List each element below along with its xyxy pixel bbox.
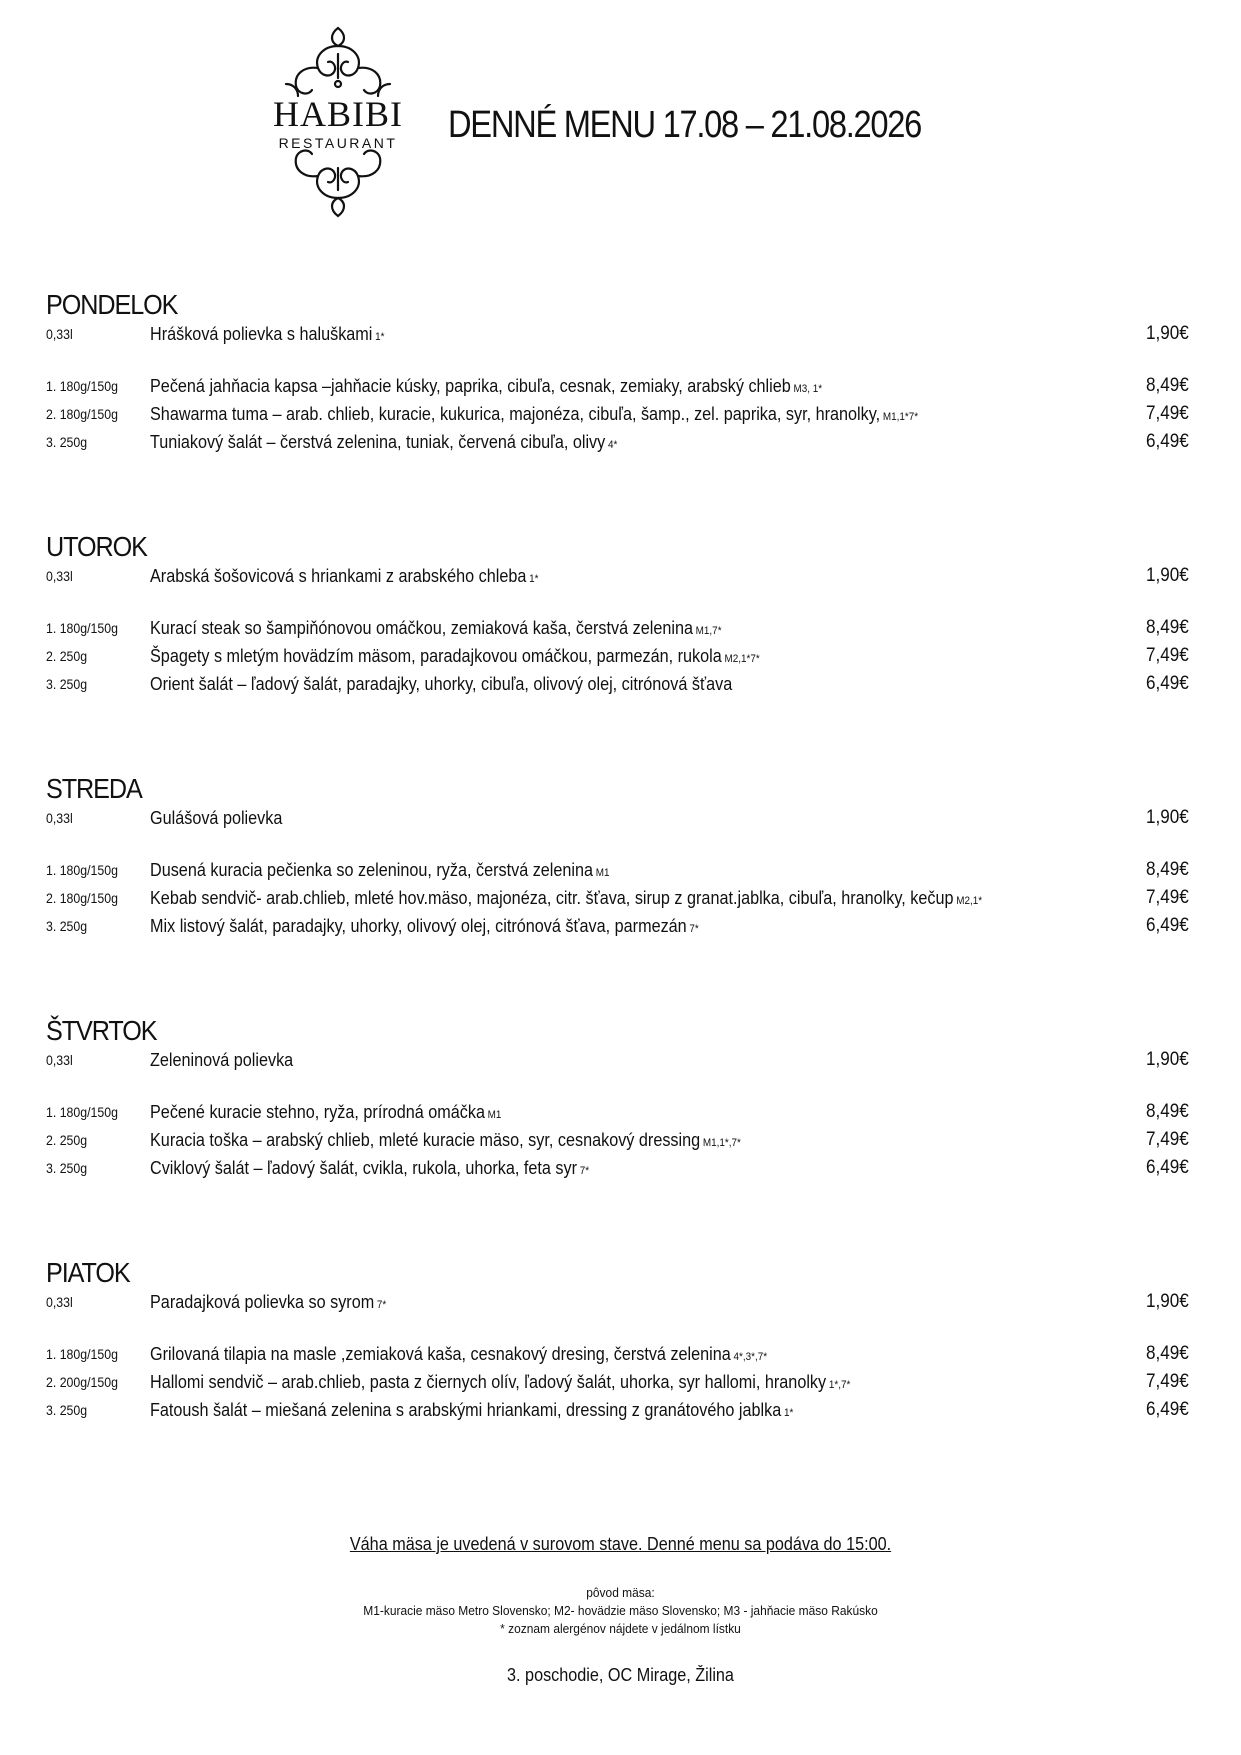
item-price: 6,49€ bbox=[1146, 431, 1189, 452]
meat-origin bbox=[50, 1584, 1192, 1638]
item-name-wrap bbox=[150, 1098, 501, 1129]
item-quantity: 3. 250g bbox=[46, 918, 88, 934]
item-price: 7,49€ bbox=[1146, 887, 1189, 908]
item-name: Paradajková polievka so syrom bbox=[150, 1292, 375, 1312]
item-name-wrap bbox=[150, 1288, 386, 1319]
menu-headline: DENNÉ MENU 17.08 – 21.08.2026 bbox=[448, 104, 922, 146]
item-name: Mix listový šalát, paradajky, uhorky, olivový olej, citrónová šťava, parmezán bbox=[150, 916, 687, 936]
menu-item-row bbox=[46, 642, 1196, 670]
item-name: Orient šalát – ľadový šalát, paradajky, uhorky, cibuľa, olivový olej, citrónová šťava bbox=[150, 674, 733, 694]
item-name: Arabská šošovicová s hriankami z arabského chleba bbox=[150, 566, 527, 586]
item-price: 8,49€ bbox=[1146, 859, 1189, 880]
item-name: Zeleninová polievka bbox=[150, 1050, 294, 1070]
item-allergens: M2,1* bbox=[956, 895, 983, 907]
day-section bbox=[46, 1014, 1196, 1182]
menu-note: Váha mäsa je uvedená v surovom stave. Denné menu sa podáva do 15:00. bbox=[349, 1534, 892, 1554]
item-name-wrap bbox=[150, 1046, 296, 1077]
item-allergens: 1* bbox=[529, 573, 539, 585]
item-allergens: 1* bbox=[375, 331, 385, 343]
item-quantity: 0,33l bbox=[46, 568, 73, 584]
item-name-wrap bbox=[150, 372, 822, 403]
day-heading: STREDA bbox=[46, 773, 142, 804]
item-quantity: 0,33l bbox=[46, 326, 73, 342]
item-name: Kebab sendvič- arab.chlieb, mleté hov.mäso, majonéza, citr. šťava, sirup z granat.jablka, cibuľa, hranolky, kečup bbox=[150, 888, 954, 908]
item-name: Tuniakový šalát – čerstvá zelenina, tuniak, červená cibuľa, olivy bbox=[150, 432, 606, 452]
item-price: 6,49€ bbox=[1146, 1157, 1189, 1178]
menu-item-row bbox=[46, 1340, 1196, 1368]
soup-row bbox=[46, 1046, 1196, 1074]
item-allergens: M3, 1* bbox=[793, 383, 823, 395]
item-allergens: M1 bbox=[487, 1109, 502, 1121]
item-price: 7,49€ bbox=[1146, 1371, 1189, 1392]
origin-title: pôvod mäsa: bbox=[586, 1585, 655, 1600]
item-name-wrap bbox=[150, 1340, 767, 1371]
menu-item-row bbox=[46, 614, 1196, 642]
item-name-wrap bbox=[150, 1126, 741, 1157]
item-quantity: 0,33l bbox=[46, 1052, 73, 1068]
item-name-wrap bbox=[150, 400, 918, 431]
item-name-wrap bbox=[150, 884, 982, 915]
menu-item-row bbox=[46, 912, 1196, 940]
item-quantity: 0,33l bbox=[46, 1294, 73, 1310]
item-quantity: 3. 250g bbox=[46, 676, 88, 692]
item-name: Gulášová polievka bbox=[150, 808, 283, 828]
menu-item-row bbox=[46, 372, 1196, 400]
item-name: Dusená kuracia pečienka so zeleninou, ryža, čerstvá zelenina bbox=[150, 860, 594, 880]
logo-brand: HABIBI bbox=[273, 94, 403, 134]
item-name-wrap bbox=[150, 614, 722, 645]
item-quantity: 3. 250g bbox=[46, 434, 88, 450]
item-name-wrap bbox=[150, 804, 285, 835]
item-allergens: M2,1*7* bbox=[724, 653, 760, 665]
day-section bbox=[46, 288, 1196, 456]
item-quantity: 2. 250g bbox=[46, 648, 88, 664]
item-name-wrap bbox=[150, 670, 735, 701]
item-name-wrap bbox=[150, 856, 610, 887]
item-allergens: 4*,3*,7* bbox=[733, 1351, 768, 1363]
item-name: Kurací steak so šampiňónovou omáčkou, zemiaková kaša, čerstvá zelenina bbox=[150, 618, 693, 638]
item-quantity: 1. 180g/150g bbox=[46, 1346, 118, 1362]
habibi-logo bbox=[258, 22, 418, 222]
day-heading: UTOROK bbox=[46, 531, 147, 562]
item-name-wrap bbox=[150, 642, 760, 673]
item-quantity: 0,33l bbox=[46, 810, 73, 826]
item-name: Pečená jahňacia kapsa –jahňacie kúsky, paprika, cibuľa, cesnak, zemiaky, arabský chlieb bbox=[150, 376, 791, 396]
menu-item-row bbox=[46, 1126, 1196, 1154]
item-quantity: 3. 250g bbox=[46, 1160, 88, 1176]
item-allergens: M1,7* bbox=[695, 625, 722, 637]
item-allergens: M1,1*7* bbox=[882, 411, 919, 423]
day-section bbox=[46, 530, 1196, 698]
soup-row bbox=[46, 804, 1196, 832]
item-quantity: 2. 180g/150g bbox=[46, 406, 118, 422]
item-allergens: M1,1*,7* bbox=[702, 1137, 741, 1149]
item-name: Špagety s mletým hovädzím mäsom, paradajkovou omáčkou, parmezán, rukola bbox=[150, 646, 722, 666]
item-price: 1,90€ bbox=[1146, 807, 1189, 828]
item-name: Kuracia toška – arabský chlieb, mleté kuracie mäso, syr, cesnakový dressing bbox=[150, 1130, 701, 1150]
menu-item-row bbox=[46, 1154, 1196, 1182]
item-quantity: 1. 180g/150g bbox=[46, 862, 118, 878]
item-allergens: 1*,7* bbox=[828, 1379, 851, 1391]
soup-row bbox=[46, 562, 1196, 590]
item-name-wrap bbox=[150, 428, 617, 459]
item-name: Hrášková polievka s haluškami bbox=[150, 324, 373, 344]
menu-item-row bbox=[46, 884, 1196, 912]
item-price: 8,49€ bbox=[1146, 617, 1189, 638]
item-name-wrap bbox=[150, 1396, 793, 1427]
item-price: 7,49€ bbox=[1146, 403, 1189, 424]
item-price: 8,49€ bbox=[1146, 375, 1189, 396]
item-price: 7,49€ bbox=[1146, 1129, 1189, 1150]
soup-row bbox=[46, 320, 1196, 348]
day-heading: PONDELOK bbox=[46, 289, 178, 320]
item-allergens: 7* bbox=[376, 1299, 387, 1311]
restaurant-address: 3. poschodie, OC Mirage, Žilina bbox=[507, 1665, 734, 1685]
item-allergens: 7* bbox=[689, 923, 699, 935]
menu-item-row bbox=[46, 1098, 1196, 1126]
habibi-emblem-icon bbox=[258, 22, 418, 222]
item-name-wrap bbox=[150, 320, 384, 351]
item-allergens: 4* bbox=[607, 439, 618, 451]
item-price: 6,49€ bbox=[1146, 915, 1189, 936]
logo-sub: RESTAURANT bbox=[278, 135, 398, 151]
origin-text: M1-kuracie mäso Metro Slovensko; M2- hovädzie mäso Slovensko; M3 - jahňacie mäso Rakúsko bbox=[363, 1603, 878, 1618]
item-allergens: 1* bbox=[783, 1407, 794, 1419]
item-name: Hallomi sendvič – arab.chlieb, pasta z čiernych olív, ľadový šalát, uhorka, syr hallomi, hranolky bbox=[150, 1372, 827, 1392]
item-price: 7,49€ bbox=[1146, 645, 1189, 666]
item-price: 6,49€ bbox=[1146, 1399, 1189, 1420]
item-name-wrap bbox=[150, 1368, 850, 1399]
day-heading: PIATOK bbox=[46, 1257, 130, 1288]
menu-item-row bbox=[46, 428, 1196, 456]
item-quantity: 2. 250g bbox=[46, 1132, 88, 1148]
item-price: 1,90€ bbox=[1146, 1291, 1189, 1312]
item-name: Pečené kuracie stehno, ryža, prírodná omáčka bbox=[150, 1102, 485, 1122]
item-price: 1,90€ bbox=[1146, 565, 1189, 586]
item-name: Shawarma tuma – arab. chlieb, kuracie, kukurica, majonéza, cibuľa, šamp., zel. paprika, syr, hranolky, bbox=[150, 404, 881, 424]
item-allergens: 7* bbox=[579, 1165, 590, 1177]
soup-row bbox=[46, 1288, 1196, 1316]
item-name: Fatoush šalát – miešaná zelenina s arabskými hriankami, dressing z granátového jablka bbox=[150, 1400, 782, 1420]
item-name: Grilovaná tilapia na masle ,zemiaková kaša, cesnakový dresing, čerstvá zelenina bbox=[150, 1344, 731, 1364]
item-allergens: M1 bbox=[595, 867, 610, 879]
item-name-wrap bbox=[150, 562, 538, 593]
item-quantity: 2. 200g/150g bbox=[46, 1374, 118, 1390]
item-price: 6,49€ bbox=[1146, 673, 1189, 694]
item-price: 8,49€ bbox=[1146, 1101, 1189, 1122]
day-section bbox=[46, 1256, 1196, 1424]
item-price: 8,49€ bbox=[1146, 1343, 1189, 1364]
item-quantity: 1. 180g/150g bbox=[46, 620, 118, 636]
item-name: Cviklový šalát – ľadový šalát, cvikla, rukola, uhorka, feta syr bbox=[150, 1158, 578, 1178]
menu-item-row bbox=[46, 856, 1196, 884]
menu-item-row bbox=[46, 1396, 1196, 1424]
item-price: 1,90€ bbox=[1146, 323, 1189, 344]
item-quantity: 2. 180g/150g bbox=[46, 890, 118, 906]
item-quantity: 3. 250g bbox=[46, 1402, 88, 1418]
menu-item-row bbox=[46, 400, 1196, 428]
item-quantity: 1. 180g/150g bbox=[46, 1104, 118, 1120]
menu-item-row bbox=[46, 1368, 1196, 1396]
day-section bbox=[46, 772, 1196, 940]
item-price: 1,90€ bbox=[1146, 1049, 1189, 1070]
item-name-wrap bbox=[150, 1154, 589, 1185]
item-quantity: 1. 180g/150g bbox=[46, 378, 118, 394]
day-heading: ŠTVRTOK bbox=[46, 1015, 157, 1046]
item-name-wrap bbox=[150, 912, 699, 943]
allergen-note: * zoznam alergénov nájdete v jedálnom lístku bbox=[500, 1621, 741, 1636]
menu-item-row bbox=[46, 670, 1196, 698]
